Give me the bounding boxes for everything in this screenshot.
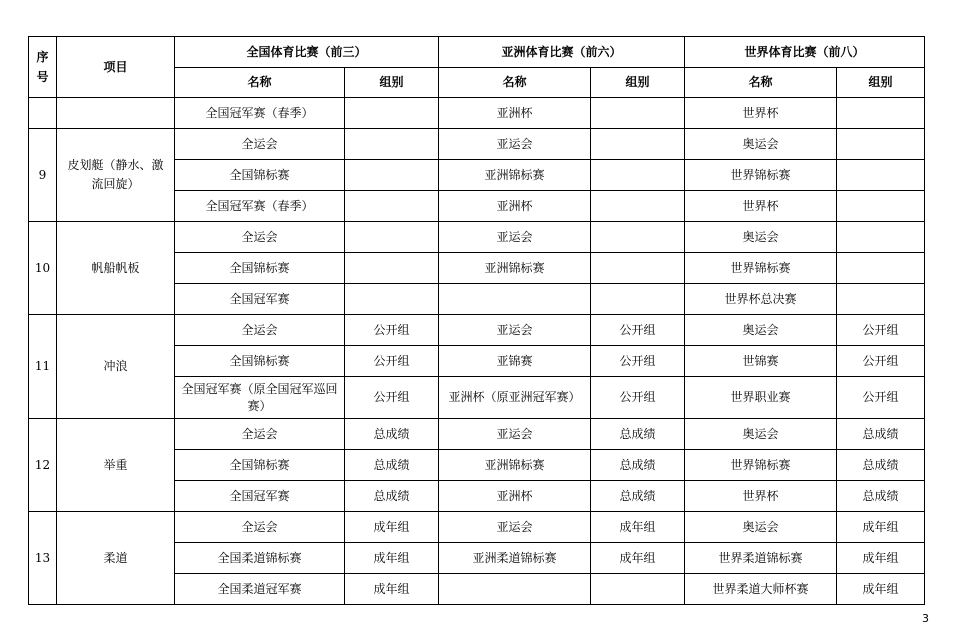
- national-group-cell: [345, 253, 439, 284]
- world-group-cell: [837, 222, 925, 253]
- project-cell: 皮划艇（静水、激流回旋）: [57, 129, 175, 222]
- asian-name-cell: 亚运会: [439, 512, 591, 543]
- asian-group-cell: [591, 284, 685, 315]
- world-name-cell: 世界职业赛: [685, 377, 837, 419]
- national-group-cell: 成年组: [345, 512, 439, 543]
- seq-cell: 9: [29, 129, 57, 222]
- asian-name-cell: 亚洲锦标赛: [439, 450, 591, 481]
- world-group-cell: [837, 253, 925, 284]
- world-group-cell: [837, 129, 925, 160]
- world-name-cell: 奥运会: [685, 129, 837, 160]
- asian-group-cell: [591, 253, 685, 284]
- world-group-header: 组别: [837, 68, 925, 98]
- national-group-cell: [345, 191, 439, 222]
- asian-name-cell: 亚运会: [439, 129, 591, 160]
- seq-cell: 11: [29, 315, 57, 419]
- world-name-cell: 世界柔道大师杯赛: [685, 574, 837, 605]
- national-group-header: 组别: [345, 68, 439, 98]
- national-group-cell: 总成绩: [345, 481, 439, 512]
- world-group-cell: 总成绩: [837, 481, 925, 512]
- world-group-cell: [837, 98, 925, 129]
- asian-name-cell: 亚洲杯: [439, 481, 591, 512]
- world-group-cell: 公开组: [837, 346, 925, 377]
- table-body: [29, 37, 925, 605]
- asian-name-cell: 亚洲杯: [439, 191, 591, 222]
- competition-table: [28, 36, 925, 605]
- national-name-cell: 全国柔道锦标赛: [175, 543, 345, 574]
- national-group-cell: 成年组: [345, 574, 439, 605]
- world-name-cell: 奥运会: [685, 315, 837, 346]
- world-name-cell: 世界杯: [685, 98, 837, 129]
- seq-cell: 13: [29, 512, 57, 605]
- national-name-cell: 全国锦标赛: [175, 346, 345, 377]
- national-group-cell: 公开组: [345, 377, 439, 419]
- national-name-cell: 全国锦标赛: [175, 450, 345, 481]
- world-group-cell: [837, 160, 925, 191]
- asian-group-cell: [591, 574, 685, 605]
- page-number: 3: [922, 612, 929, 625]
- asian-group-cell: [591, 98, 685, 129]
- national-name-cell: 全国冠军赛: [175, 481, 345, 512]
- national-group-cell: [345, 284, 439, 315]
- world-group-cell: 公开组: [837, 377, 925, 419]
- asian-name-cell: 亚锦赛: [439, 346, 591, 377]
- national-group-cell: [345, 222, 439, 253]
- table-row: [29, 419, 925, 450]
- world-group-cell: 公开组: [837, 315, 925, 346]
- world-group-cell: [837, 191, 925, 222]
- world-name-cell: 世界杯: [685, 191, 837, 222]
- national-group-cell: 总成绩: [345, 450, 439, 481]
- national-name-cell: 全运会: [175, 129, 345, 160]
- national-name-cell: 全国锦标赛: [175, 160, 345, 191]
- world-name-header: 名称: [685, 68, 837, 98]
- national-name-cell: 全运会: [175, 222, 345, 253]
- asian-group-cell: 总成绩: [591, 450, 685, 481]
- national-group-cell: 总成绩: [345, 419, 439, 450]
- national-name-cell: 全国冠军赛（春季）: [175, 191, 345, 222]
- national-name-header: 名称: [175, 68, 345, 98]
- national-name-cell: 全运会: [175, 419, 345, 450]
- national-group-cell: [345, 129, 439, 160]
- seq-cell: [29, 98, 57, 129]
- project-cell: 冲浪: [57, 315, 175, 419]
- national-group-cell: 公开组: [345, 346, 439, 377]
- asian-header: 亚洲体育比赛（前六）: [439, 37, 685, 68]
- project-cell: 帆船帆板: [57, 222, 175, 315]
- asian-name-cell: 亚洲锦标赛: [439, 160, 591, 191]
- national-group-cell: 成年组: [345, 543, 439, 574]
- asian-name-cell: 亚运会: [439, 222, 591, 253]
- asian-name-cell: 亚洲锦标赛: [439, 253, 591, 284]
- asian-group-cell: [591, 160, 685, 191]
- asian-name-cell: 亚洲杯（原亚洲冠军赛）: [439, 377, 591, 419]
- asian-group-cell: 成年组: [591, 543, 685, 574]
- world-group-cell: 总成绩: [837, 450, 925, 481]
- world-name-cell: 奥运会: [685, 512, 837, 543]
- asian-group-cell: [591, 191, 685, 222]
- project-cell: [57, 98, 175, 129]
- asian-group-cell: 公开组: [591, 346, 685, 377]
- world-group-cell: 成年组: [837, 574, 925, 605]
- project-cell: 举重: [57, 419, 175, 512]
- world-header: 世界体育比赛（前八）: [685, 37, 925, 68]
- world-name-cell: 世锦赛: [685, 346, 837, 377]
- asian-group-cell: 总成绩: [591, 481, 685, 512]
- asian-name-header: 名称: [439, 68, 591, 98]
- world-group-cell: [837, 284, 925, 315]
- world-name-cell: 世界柔道锦标赛: [685, 543, 837, 574]
- table-row: [29, 315, 925, 346]
- asian-name-cell: 亚运会: [439, 419, 591, 450]
- world-name-cell: 世界杯总决赛: [685, 284, 837, 315]
- table-row: [29, 98, 925, 129]
- seq-header: [29, 37, 57, 98]
- world-name-cell: 奥运会: [685, 222, 837, 253]
- seq-cell: 10: [29, 222, 57, 315]
- world-name-cell: 世界杯: [685, 481, 837, 512]
- asian-group-cell: 公开组: [591, 315, 685, 346]
- national-name-cell: 全国柔道冠军赛: [175, 574, 345, 605]
- world-name-cell: 世界锦标赛: [685, 253, 837, 284]
- asian-group-cell: 公开组: [591, 377, 685, 419]
- table-row: [29, 222, 925, 253]
- asian-group-cell: [591, 129, 685, 160]
- national-name-cell: 全运会: [175, 315, 345, 346]
- world-group-cell: 成年组: [837, 543, 925, 574]
- table-row: [29, 129, 925, 160]
- asian-group-cell: 成年组: [591, 512, 685, 543]
- national-name-cell: 全运会: [175, 512, 345, 543]
- national-name-cell: 全国锦标赛: [175, 253, 345, 284]
- asian-name-cell: 亚洲杯: [439, 98, 591, 129]
- world-group-cell: 总成绩: [837, 419, 925, 450]
- world-group-cell: 成年组: [837, 512, 925, 543]
- asian-name-cell: 亚洲柔道锦标赛: [439, 543, 591, 574]
- asian-name-cell: 亚运会: [439, 315, 591, 346]
- national-name-cell: 全国冠军赛（春季）: [175, 98, 345, 129]
- asian-name-cell: [439, 574, 591, 605]
- seq-header-text: 序号: [36, 50, 49, 84]
- world-name-cell: 世界锦标赛: [685, 160, 837, 191]
- world-name-cell: 奥运会: [685, 419, 837, 450]
- asian-group-header: 组别: [591, 68, 685, 98]
- project-header: 项目: [57, 37, 175, 98]
- asian-name-cell: [439, 284, 591, 315]
- national-name-cell: 全国冠军赛（原全国冠军巡回赛）: [175, 377, 345, 419]
- project-cell: 柔道: [57, 512, 175, 605]
- world-name-cell: 世界锦标赛: [685, 450, 837, 481]
- national-group-cell: [345, 160, 439, 191]
- national-header: 全国体育比赛（前三）: [175, 37, 439, 68]
- asian-group-cell: [591, 222, 685, 253]
- national-name-cell: 全国冠军赛: [175, 284, 345, 315]
- national-group-cell: [345, 98, 439, 129]
- table-row: [29, 512, 925, 543]
- national-group-cell: 公开组: [345, 315, 439, 346]
- seq-cell: 12: [29, 419, 57, 512]
- header-row-top: [29, 37, 925, 68]
- asian-group-cell: 总成绩: [591, 419, 685, 450]
